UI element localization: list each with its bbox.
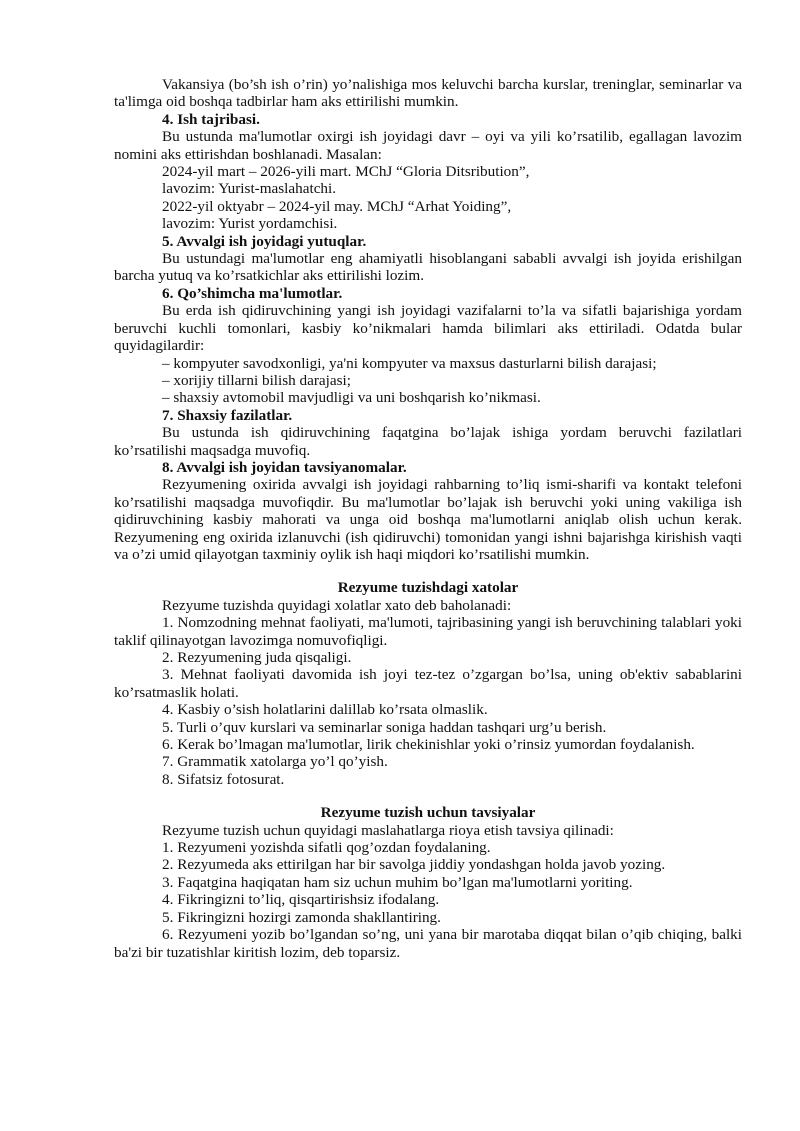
error-item: 5. Turli o’quv kurslari va seminarlar soniga haddan tashqari urg’u berish. bbox=[162, 718, 607, 736]
list-item: – shaxsiy avtomobil mavjudligi va uni boshqarish ko’nikmasi. bbox=[162, 389, 541, 407]
tip-item: 6. Rezyumeni yozib bo’lgandan so’ng, uni yana bir marotaba diqqat bilan o’qib chiqing, balki ba'zi bir tuzatishlar kiritish lozim, deb toparsiz. bbox=[114, 926, 742, 961]
section-8-paragraph: Rezyumening oxirida avvalgi ish joyidagi rahbarning to’liq ismi-sharifi va kontakt telefoni ko’rsatilishi maqsadga muvofiqdir. Bu ma'lumotlar bo’lajak ish beruvchi yoki uning vakiliga ish qidiruvchining kasbiy mahorati va unga oid boshqa ma'lumotlarni aniqlab olish uchun kerak. Rezyumening eng oxirida izlanuvchi (ish qidiruvchi) tomonidan yangi ishni bajarishga kirishish vaqti va o’zi umid qilayotgan taxminiy oylik ish haqi miqdori ko’rsatilishi mumkin. bbox=[114, 476, 742, 563]
example-line: 2022-yil oktyabr – 2024-yil may. MChJ “Arhat Yoiding”, bbox=[162, 197, 512, 215]
error-item: 3. Mehnat faoliyati davomida ish joyi tez-tez o’zgargan bo’lsa, uning ob'ektiv sabablarini ko’rsatmaslik holati. bbox=[114, 666, 742, 701]
error-item: 7. Grammatik xatolarga yo’l qo’yish. bbox=[162, 753, 388, 771]
section-6-heading: 6. Qo’shimcha ma'lumotlar. bbox=[162, 284, 343, 302]
error-item: 4. Kasbiy o’sish holatlarini dalillab ko’rsata olmaslik. bbox=[162, 701, 488, 719]
example-line: 2024-yil mart – 2026-yili mart. MChJ “Gloria Ditsribution”, bbox=[162, 163, 530, 181]
tips-intro: Rezyume tuzish uchun quyidagi maslahatlarga rioya etish tavsiya qilinadi: bbox=[162, 821, 614, 839]
tip-item: 1. Rezyumeni yozishda sifatli qog’ozdan foydalaning. bbox=[162, 839, 491, 857]
section-4-heading: 4. Ish tajribasi. bbox=[162, 110, 260, 128]
section-5-heading: 5. Avvalgi ish joyidagi yutuqlar. bbox=[162, 232, 367, 250]
section-7-paragraph: Bu ustunda ish qidiruvchining faqatgina bo’lajak ishiga yordam beruvchi fazilatlari ko’rsatilishi maqsadga muvofiq. bbox=[114, 424, 742, 459]
error-item: 2. Rezyumening juda qisqaligi. bbox=[162, 649, 352, 666]
errors-heading: Rezyume tuzishdagi xatolar bbox=[337, 579, 519, 597]
error-item: 6. Kerak bo’lmagan ma'lumotlar, lirik chekinishlar yoki o’rinsiz yumordan foydalanish. bbox=[162, 736, 695, 754]
section-7-heading: 7. Shaxsiy fazilatlar. bbox=[162, 406, 293, 424]
tip-item: 2. Rezyumeda aks ettirilgan har bir savolga jiddiy yondashgan holda javob yozing. bbox=[162, 856, 666, 874]
list-item: – xorijiy tillarni bilish darajasi; bbox=[162, 371, 351, 389]
section-4-paragraph: Bu ustunda ma'lumotlar oxirgi ish joyidagi davr – oyi va yili ko’rsatilib, egallagan lavozim nomini aks ettirishdan boshlanadi. Masalan: bbox=[114, 128, 742, 163]
error-item: 1. Nomzodning mehnat faoliyati, ma'lumoti, tajribasining yangi ish beruvchining talablari yoki taklif qilinayotgan lavozimga nomuvofiqligi. bbox=[114, 614, 742, 649]
error-item: 8. Sifatsiz fotosurat. bbox=[162, 770, 285, 788]
tip-item: 5. Fikringizni hozirgi zamonda shakllantiring. bbox=[162, 908, 441, 926]
section-6-paragraph: Bu erda ish qidiruvchining yangi ish joyidagi vazifalarni to’la va sifatli bajarishiga yordam beruvchi kuchli tomonlari, kasbiy ko’nikmalari hamda bilimlari aks ettiriladi. Odatda bular quyidagilardir: bbox=[114, 302, 742, 355]
tip-item: 3. Faqatgina haqiqatan ham siz uchun muhim bo’lgan ma'lumotlarni yoriting. bbox=[162, 873, 633, 891]
example-line: lavozim: Yurist yordamchisi. bbox=[162, 215, 338, 233]
section-5-paragraph: Bu ustundagi ma'lumotlar eng ahamiyatli hisoblangani sababli avvalgi ish joyida erishilgan barcha yutuq va ko’rsatkichlar aks ettirilishi lozim. bbox=[114, 250, 742, 285]
section-8-heading: 8. Avvalgi ish joyidan tavsiyanomalar. bbox=[162, 458, 407, 476]
tips-heading: Rezyume tuzish uchun tavsiyalar bbox=[320, 804, 536, 822]
example-line: lavozim: Yurist-maslahatchi. bbox=[162, 180, 337, 198]
intro-paragraph: Vakansiya (bo’sh ish o’rin) yo’nalishiga mos keluvchi barcha kurslar, treninglar, seminarlar va ta'limga oid boshqa tadbirlar ham aks ettirilishi mumkin. bbox=[114, 76, 742, 111]
list-item: – kompyuter savodxonligi, ya'ni kompyuter va maxsus dasturlarni bilish darajasi; bbox=[162, 354, 657, 372]
tip-item: 4. Fikringizni to’liq, qisqartirishsiz ifodalang. bbox=[162, 891, 440, 909]
errors-intro: Rezyume tuzishda quyidagi xolatlar xato deb baholanadi: bbox=[162, 596, 512, 614]
document-page bbox=[114, 76, 742, 961]
